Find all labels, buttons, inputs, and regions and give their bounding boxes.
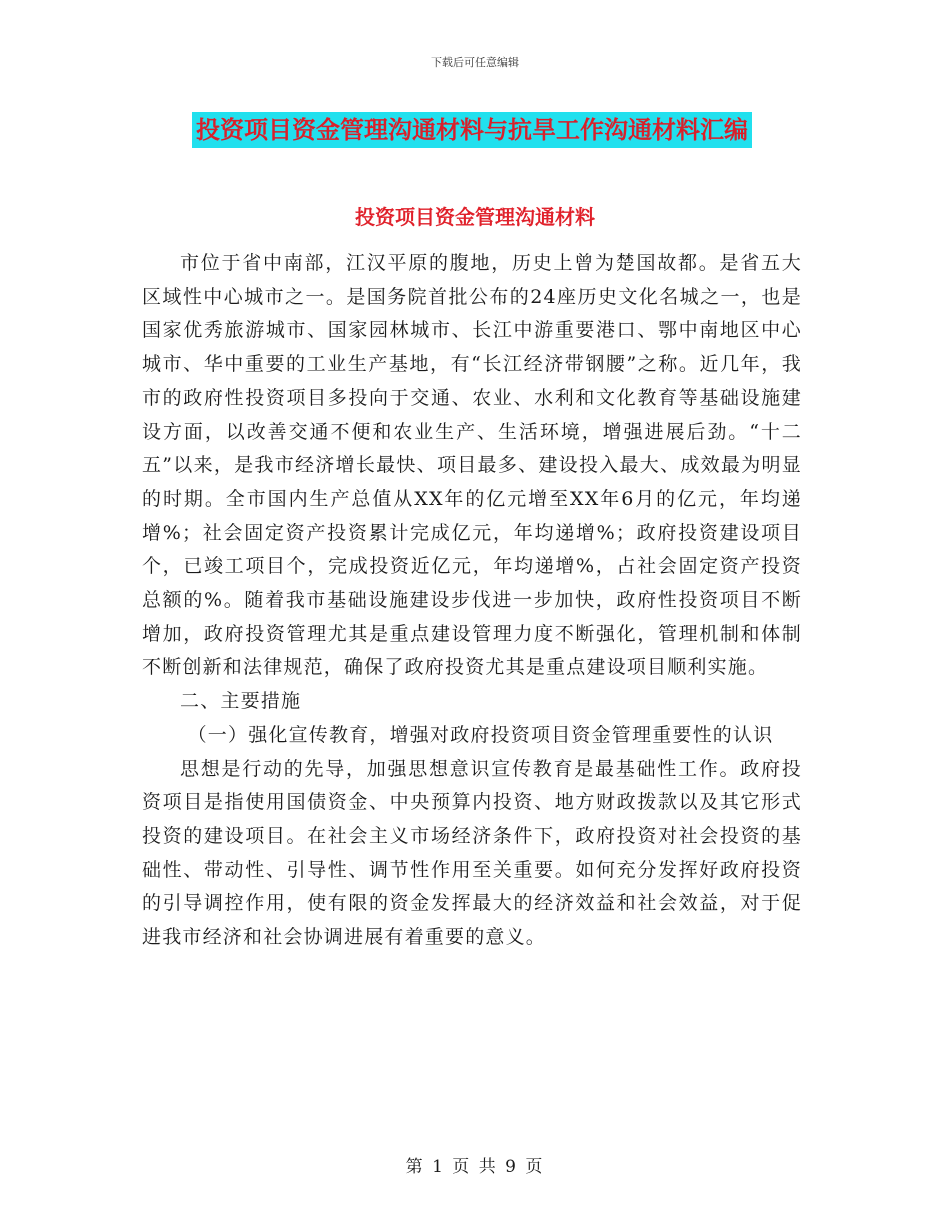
section-title: 投资项目资金管理沟通材料 [355,205,595,229]
subheading-education: （一）强化宣传教育，增强对政府投资项目资金管理重要性的认识 [187,723,774,746]
page-header-note: 下载后可任意编辑 [431,56,519,69]
document-title: 投资项目资金管理沟通材料与抗旱工作沟通材料汇编 [192,112,752,148]
document-body [142,247,802,955]
paragraph-thought: 思想是行动的先导，加强思想意识宣传教育是最基础性工作。政府投资项目是指使用国债资金、中央预算内投资、地方财政拨款以及其它形式投资的建设项目。在社会主义市场经济条件下，政府投资对社会投资的基础性、带动性、引导性、调节性作用至关重要。如何充分发挥好政府投资的引导调控作用，使有限的资金发挥最大的经济效益和社会效益，对于促进我市经济和社会协调进展有着重要的意义。 [142,757,802,949]
heading-main-measures: 二、主要措施 [180,690,302,713]
paragraph-intro: 市位于省中南部，江汉平原的腹地，历史上曾为楚国故都。是省五大区域性中心城市之一。是国务院首批公布的24座历史文化名城之一，也是国家优秀旅游城市、国家园林城市、长江中游重要港口、鄂中南地区中心城市、华中重要的工业生产基地，有“长江经济带钢腰”之称。近几年，我市的政府性投资项目多投向于交通、农业、水利和文化教育等基础设施建设方面，以改善交通不便和农业生产、生活环境，增强进展后劲。“十二五”以来，是我市经济增长最快、项目最多、建设投入最大、成效最为明显的时期。全市国内生产总值从XX年的亿元增至XX年6月的亿元，年均递增%；社会固定资产投资累计完成亿元，年均递增%；政府投资建设项目个，已竣工项目个，完成投资近亿元，年均递增%，占社会固定资产投资总额的%。随着我市基础设施建设步伐进一步加快，政府性投资项目不断增加，政府投资管理尤其是重点建设管理力度不断强化，管理机制和体制不断创新和法律规范，确保了政府投资尤其是重点建设项目顺利实施。 [142,252,802,679]
page-number-footer: 第 1 页 共 9 页 [405,1157,545,1177]
